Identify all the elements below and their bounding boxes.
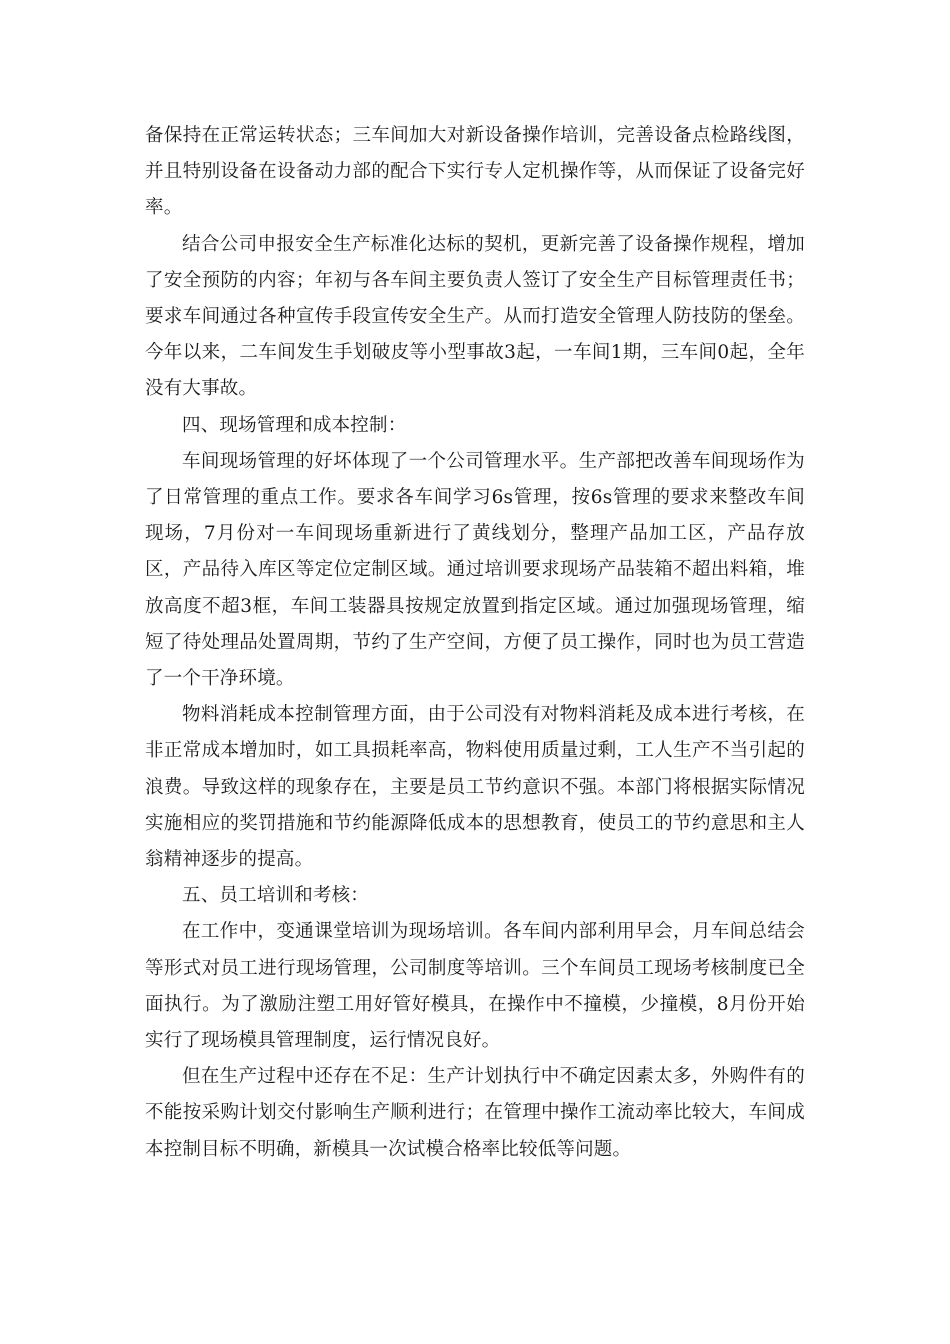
paragraph-safety: 结合公司申报安全生产标准化达标的契机，更新完善了设备操作规程，增加了安全预防的内容；年初与各车间主要负责人签订了安全生产目标管理责任书；要求车间通过各种宣传手段宣传安全生产。从而打造安全管理人防技防的堡垒。今年以来，二车间发生手划破皮等小型事故3起，一车间1期，三车间0起，全年没有大事故。 — [145, 233, 805, 400]
document-body — [145, 118, 805, 1168]
paragraph-training: 在工作中，变通课堂培训为现场培训。各车间内部利用早会，月车间总结会等形式对员工进行现场管理，公司制度等培训。三个车间员工现场考核制度已全面执行。为了激励注塑工用好管好模具，在操作中不撞模，少撞模，8月份开始实行了现场模具管理制度，运行情况良好。 — [145, 921, 805, 1052]
paragraph-site-management: 车间现场管理的好坏体现了一个公司管理水平。生产部把改善车间现场作为了日常管理的重点工作。要求各车间学习6s管理，按6s管理的要求来整改车间现场，7月份对一车间现场重新进行了黄线划分，整理产品加工区，产品存放区，产品待入库区等定位定制区域。通过培训要求现场产品装箱不超出料箱，堆放高度不超3框，车间工装器具按规定放置到指定区域。通过加强现场管理，缩短了待处理品处置周期，节约了生产空间，方便了员工操作，同时也为员工营造了一个干净环境。 — [145, 450, 805, 690]
paragraph-cost-control: 物料消耗成本控制管理方面，由于公司没有对物料消耗及成本进行考核，在非正常成本增加时，如工具损耗率高，物料使用质量过剩，工人生产不当引起的浪费。导致这样的现象存在，主要是员工节约意识不强。本部门将根据实际情况实施相应的奖罚措施和节约能源降低成本的思想教育，使员工的节约意思和主人翁精神逐步的提高。 — [145, 704, 805, 871]
section-heading-training: 五、员工培训和考核： — [182, 885, 370, 907]
section-heading-site-management: 四、现场管理和成本控制： — [182, 414, 407, 436]
paragraph-shortcomings: 但在生产过程中还存在不足：生产计划执行中不确定因素太多，外购件有的不能按采购计划交付影响生产顺利进行；在管理中操作工流动率比较大，车间成本控制目标不明确，新模具一次试模合格率比较低等问题。 — [145, 1066, 805, 1160]
paragraph-equipment-continued: 备保持在正常运转状态；三车间加大对新设备操作培训，完善设备点检路线图，并且特别设备在设备动力部的配合下实行专人定机操作等，从而保证了设备完好率。 — [145, 125, 805, 219]
